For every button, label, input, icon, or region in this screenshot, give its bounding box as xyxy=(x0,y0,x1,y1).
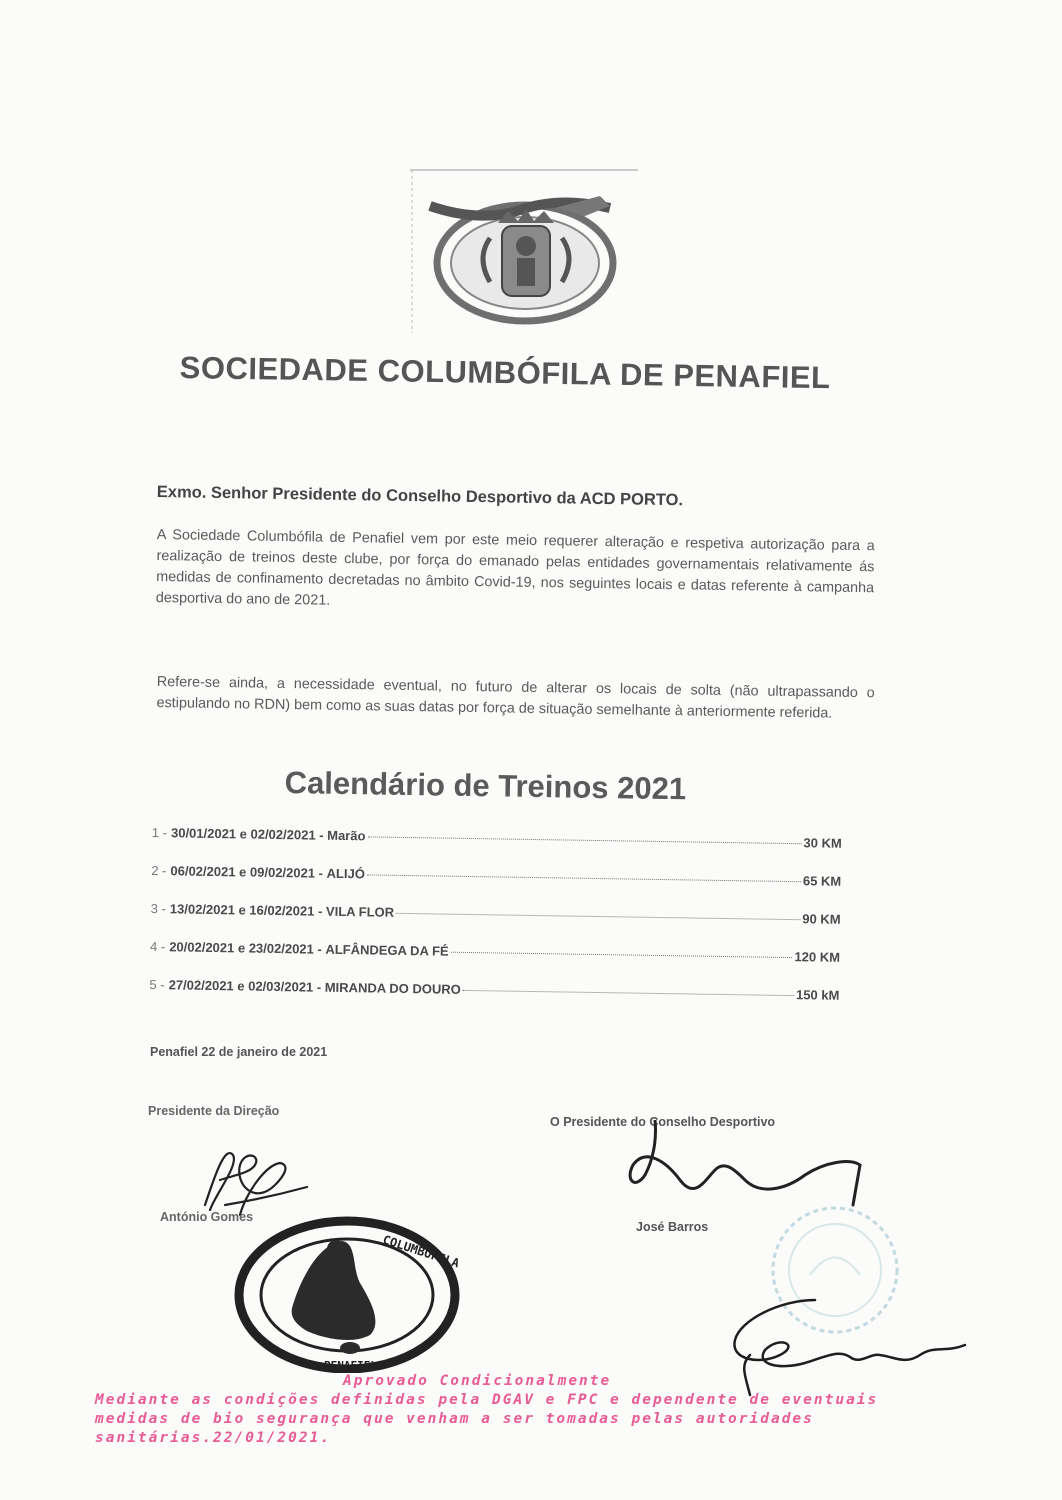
row-dates: 06/02/2021 e 09/02/2021 - xyxy=(170,863,324,881)
right-signer-name: José Barros xyxy=(636,1220,709,1234)
row-distance: 90 KM xyxy=(802,911,841,927)
leader-dots xyxy=(367,874,801,882)
row-place: VILA FLOR xyxy=(325,903,395,920)
row-dates: 20/02/2021 e 23/02/2021 - xyxy=(169,939,322,957)
row-dates: 30/01/2021 e 02/02/2021 - xyxy=(170,825,324,843)
row-place: Marão xyxy=(327,827,366,844)
stamp-text-top: COLUMBÓFILA xyxy=(381,1232,461,1271)
row-distance: 150 kM xyxy=(795,987,840,1003)
organization-title: SOCIEDADE COLUMBÓFILA DE PENAFIEL xyxy=(179,350,831,396)
row-number: 1 - xyxy=(151,825,168,841)
leader-dots xyxy=(367,836,801,844)
row-number: 4 - xyxy=(149,938,166,955)
row-dates: 13/02/2021 e 16/02/2021 - xyxy=(169,901,323,919)
request-paragraph: A Sociedade Columbófila de Penafiel vem por este meio requerer alteração e respetiva autorização para a realização de treinos deste clube, por força do emanado pelas entidades governamentais relativamente ás medidas de confinamento decretadas no âmbito Covid-19, nos seguintes locais e datas referente à campanha desportiva do ano de 2021. xyxy=(155,526,875,609)
row-distance: 30 KM xyxy=(803,835,842,851)
approval-signature xyxy=(720,1295,980,1405)
left-signer-name: António Gomes xyxy=(160,1210,254,1224)
leader-dots xyxy=(463,990,794,996)
approval-heading: Aprovado Condicionalmente xyxy=(343,1373,612,1389)
row-distance: 65 KM xyxy=(802,873,842,889)
row-dates: 27/02/2021 e 02/03/2021 - xyxy=(168,977,322,995)
note-paragraph: Refere-se ainda, a necessidade eventual, no futuro de alterar os locais de solta (não ultrapassando o estipulando no RDN) bem como as suas datas por força de situação semelhante à anteriormente referida. xyxy=(156,673,875,722)
row-number: 2 - xyxy=(151,862,167,879)
row-place: ALIJÓ xyxy=(326,865,366,882)
row-number: 5 - xyxy=(149,976,165,993)
row-number: 3 - xyxy=(150,900,166,917)
right-signer-title: O Presidente do Conselho Desportivo xyxy=(550,1115,776,1129)
left-signer-title: Presidente da Direção xyxy=(148,1104,280,1118)
approval-body: Mediante as condições definidas pela DGAV e FPC e dependente de eventuais medidas de bio segurança que venham a ser tomadas pelas autoridades sanitárias.22/01/2021. xyxy=(95,1392,879,1446)
club-stamp-seal xyxy=(232,1213,462,1373)
place-date-line: Penafiel 22 de janeiro de 2021 xyxy=(150,1045,328,1059)
letter-greeting: Exmo. Senhor Presidente do Conselho Desportivo da ACD PORTO. xyxy=(156,483,684,510)
row-place: ALFÂNDEGA DA FÉ xyxy=(325,941,449,959)
training-schedule xyxy=(149,825,842,1026)
stamp-text-bottom: PENAFIEL xyxy=(324,1359,377,1372)
leader-dots xyxy=(396,913,800,920)
club-crest-logo xyxy=(410,168,640,333)
row-place: MIRANDA DO DOURO xyxy=(324,979,461,997)
row-distance: 120 KM xyxy=(794,949,841,965)
calendar-title: Calendário de Treinos 2021 xyxy=(284,765,687,807)
leader-dots xyxy=(451,952,793,958)
